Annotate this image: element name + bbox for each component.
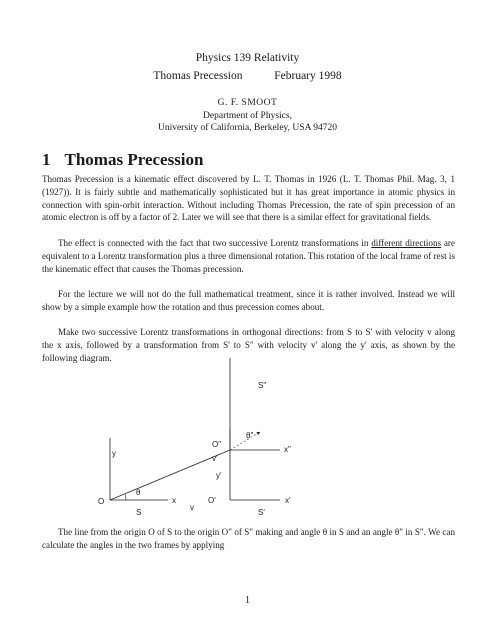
paragraph-5: The line from the origin O of S to the origin O" of S" making and angle θ in S and an angle θ" in S". We can calculate the angles in the two frames by applying xyxy=(42,527,455,550)
paragraph-2-part-a: The effect is connected with the fact that two successive Lorentz transformations in xyxy=(58,238,372,248)
label-x: x xyxy=(172,496,176,505)
section-heading xyxy=(42,150,204,170)
theta-arc xyxy=(125,494,126,500)
paragraph-2-underlined: different directions xyxy=(371,238,442,248)
paragraph-2 xyxy=(42,237,455,275)
department: Department of Physics, xyxy=(203,111,292,121)
direction-arrow xyxy=(230,432,260,450)
label-origin: O xyxy=(98,497,105,506)
label-y-prime: y' xyxy=(216,471,222,480)
section-title: Thomas Precession xyxy=(64,150,204,169)
label-o-prime: O' xyxy=(208,496,216,505)
paragraph-3: For the lecture we will not do the full mathematical treatment, since it is rather involved. Instead we will show by a simple example how the rotation and thus precession comes about. xyxy=(42,289,455,312)
page-number: 1 xyxy=(245,595,250,606)
course-title: Physics 139 Relativity xyxy=(195,52,300,64)
university: University of California, Berkeley, USA 94720 xyxy=(157,123,338,133)
label-v: v xyxy=(190,503,194,512)
label-theta: θ xyxy=(136,488,141,497)
label-y: y xyxy=(112,449,116,458)
label-theta-double-prime: θ" xyxy=(246,431,254,440)
lorentz-frames-diagram xyxy=(80,358,420,518)
topic: Thomas Precession xyxy=(153,70,243,82)
author: G. F. SMOOT xyxy=(217,98,278,108)
label-s: S xyxy=(136,508,142,517)
date: February 1998 xyxy=(274,70,342,82)
topic-date-line xyxy=(0,70,495,82)
label-x-double-prime: x" xyxy=(284,445,291,454)
label-o-double-prime: O" xyxy=(212,440,222,449)
label-s-prime: S' xyxy=(258,508,265,517)
label-x-prime: x' xyxy=(285,496,291,505)
paragraph-1: Thomas Precession is a kinematic effect discovered by L. T. Thomas in 1926 (L. T. Thomas Phil. Mag. 3, 1 (1927)). It is fairly subtle and mathematically sophisticated but it has great importance in atomic physics in connection with spin-orbit interaction. Without including Thomas Precession, the rate of spin precession of an atomic electron is off by a factor of 2. Later we will see that there is a similar effect for gravitational fields. xyxy=(42,174,455,223)
section-number: 1 xyxy=(42,150,51,169)
paragraph-4: Make two successive Lorentz transformations in orthogonal directions: from S to S' with velocity v along the x axis, followed by a transformation from S' to S" with velocity v' along the y' axis, as shown by the following diagram. xyxy=(42,327,455,363)
label-s-double-prime: S" xyxy=(258,381,267,390)
label-v-prime: v' xyxy=(212,454,218,463)
paragraph-2-part-b: are equivalent to a Lorentz transformation plus a three dimensional rotation. This rotation of the local frame of rest is the kinematic effect that causes the Thomas precession. xyxy=(42,238,455,274)
